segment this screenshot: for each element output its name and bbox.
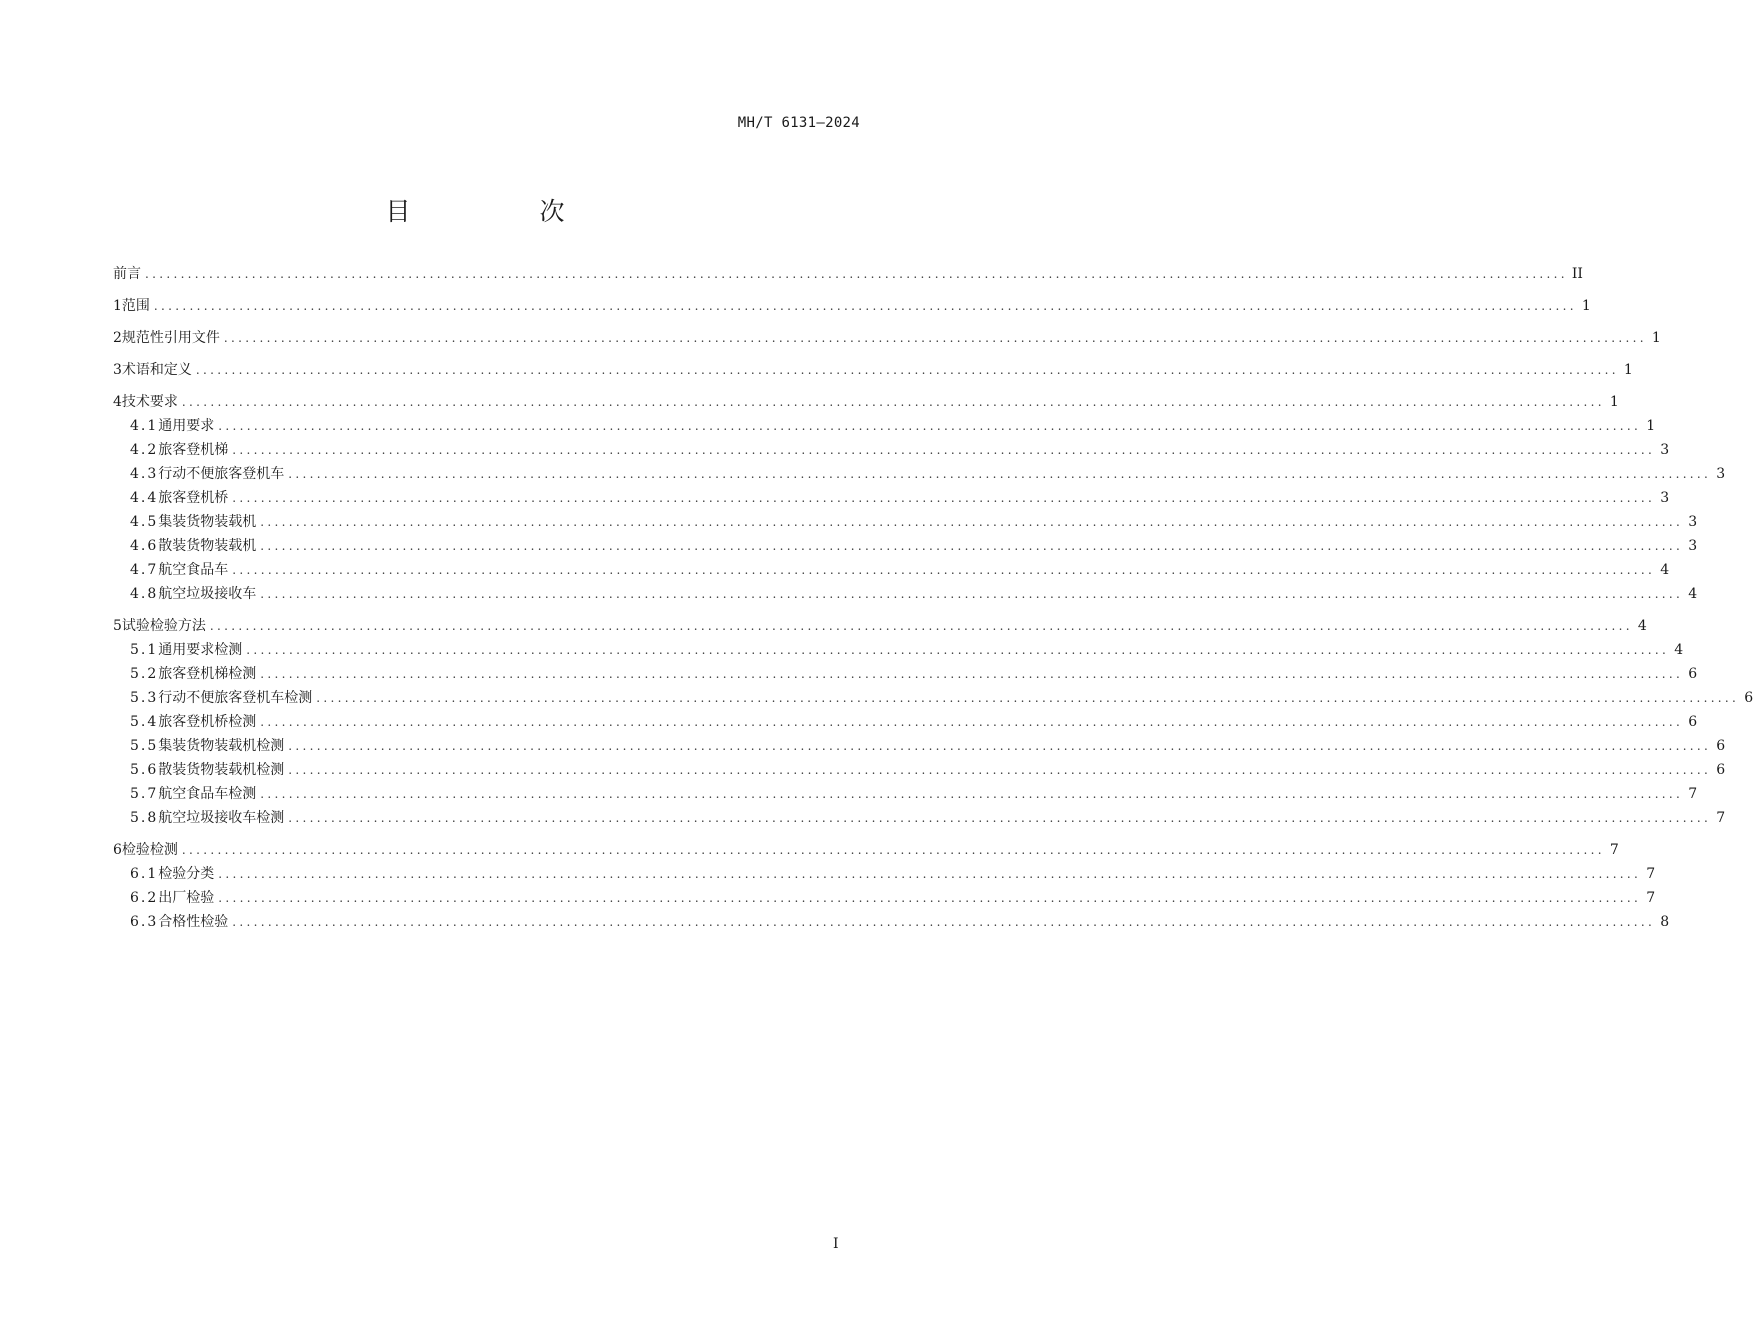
toc-entry-label: 旅客登机桥: [158, 490, 229, 506]
toc-entry[interactable]: [113, 616, 1647, 640]
toc-entry-label: 旅客登机桥检测: [158, 714, 257, 730]
dot-leader: ........................................................................................................................................................................................................: [218, 867, 1642, 881]
toc-entry-page: 1: [1623, 362, 1633, 378]
toc-entry[interactable]: [113, 560, 1670, 584]
toc-entry-label: 旅客登机梯检测: [158, 666, 257, 682]
toc-entry-page: 7: [1716, 810, 1726, 826]
toc-entry[interactable]: [113, 360, 1633, 384]
toc-entry-label: 航空垃圾接收车检测: [158, 810, 285, 826]
toc-entry-page: 6: [1688, 714, 1698, 730]
toc-entry-number: 5.6: [130, 762, 159, 778]
toc-entry[interactable]: [113, 328, 1661, 352]
toc-entry-label: 合格性检验: [158, 914, 229, 930]
toc-entry-page: 1: [1581, 298, 1591, 314]
toc-entry[interactable]: [113, 864, 1656, 888]
dot-leader: ........................................................................................................................................................................................................: [209, 619, 1633, 633]
toc-entry-number: 4.8: [130, 586, 159, 602]
toc-entry-number: 5.8: [130, 810, 159, 826]
toc-entry-number: 5.3: [130, 690, 159, 706]
toc-entry-page: 7: [1688, 786, 1698, 802]
toc-entry[interactable]: [113, 512, 1698, 536]
toc-entry-label: 散装货物装载机检测: [158, 762, 285, 778]
dot-leader: ........................................................................................................................................................................................................: [145, 267, 1568, 281]
toc-entry-number: 5.2: [130, 666, 159, 682]
toc-entry-page: 4: [1660, 562, 1670, 578]
table-of-contents: [113, 264, 1753, 936]
toc-entry-label: 检验检测: [121, 842, 178, 858]
toc-entry-label: 行动不便旅客登机车: [158, 466, 285, 482]
toc-entry-number: 1: [113, 298, 122, 314]
dot-leader: ........................................................................................................................................................................................................: [260, 667, 1684, 681]
toc-entry-label: 出厂检验: [158, 890, 215, 906]
toc-entry-label: 技术要求: [121, 394, 178, 410]
toc-entry-label: 集装货物装载机检测: [158, 738, 285, 754]
toc-entry-page: 3: [1716, 466, 1726, 482]
toc-entry-page: 3: [1660, 490, 1670, 506]
toc-entry-number: 6: [113, 842, 122, 858]
toc-entry[interactable]: [113, 688, 1753, 712]
toc-entry-page: 8: [1660, 914, 1670, 930]
toc-entry[interactable]: [113, 640, 1684, 664]
toc-entry-page: 6: [1688, 666, 1698, 682]
toc-entry[interactable]: [113, 488, 1670, 512]
dot-leader: ........................................................................................................................................................................................................: [232, 563, 1656, 577]
dot-leader: ........................................................................................................................................................................................................: [232, 491, 1656, 505]
toc-entry[interactable]: [113, 784, 1698, 808]
toc-entry[interactable]: [113, 840, 1619, 864]
page-title: 目 次: [385, 197, 617, 226]
toc-entry-page: 1: [1651, 330, 1661, 346]
toc-entry-number: 4.2: [130, 442, 159, 458]
toc-entry-number: 4.3: [130, 466, 159, 482]
toc-entry-label: 旅客登机梯: [158, 442, 229, 458]
dot-leader: ........................................................................................................................................................................................................: [232, 915, 1656, 929]
toc-entry-page: 1: [1646, 418, 1656, 434]
toc-entry[interactable]: [113, 536, 1698, 560]
toc-entry-number: 4: [113, 394, 122, 410]
toc-entry-label: 航空食品车检测: [158, 786, 257, 802]
toc-entry-page: 6: [1716, 762, 1726, 778]
standard-code: MH/T 6131—2024: [737, 115, 860, 131]
dot-leader: ........................................................................................................................................................................................................: [181, 843, 1605, 857]
dot-leader: ........................................................................................................................................................................................................: [260, 515, 1684, 529]
dot-leader: ........................................................................................................................................................................................................: [153, 299, 1577, 313]
dot-leader: ........................................................................................................................................................................................................: [288, 739, 1712, 753]
toc-entry-label: 集装货物装载机: [158, 514, 257, 530]
dot-leader: ........................................................................................................................................................................................................: [223, 331, 1647, 345]
toc-entry[interactable]: [113, 664, 1698, 688]
toc-entry-page: 3: [1688, 538, 1698, 554]
toc-entry[interactable]: [113, 416, 1656, 440]
toc-entry-label: 规范性引用文件: [121, 330, 220, 346]
toc-entry-page: 7: [1609, 842, 1619, 858]
toc-entry-label: 行动不便旅客登机车检测: [158, 690, 313, 706]
dot-leader: ........................................................................................................................................................................................................: [181, 395, 1605, 409]
toc-entry-number: 4.7: [130, 562, 159, 578]
toc-entry[interactable]: [113, 760, 1726, 784]
toc-entry-label: 通用要求: [158, 418, 215, 434]
toc-entry-label: 航空垃圾接收车: [158, 586, 257, 602]
toc-entry-number: 4.4: [130, 490, 159, 506]
dot-leader: ........................................................................................................................................................................................................: [218, 419, 1642, 433]
toc-entry-number: 5.1: [130, 642, 159, 658]
toc-entry-page: 1: [1609, 394, 1619, 410]
toc-entry[interactable]: [113, 264, 1583, 288]
toc-entry-number: 6.2: [130, 890, 159, 906]
toc-entry-label: 试验检验方法: [121, 618, 206, 634]
toc-entry[interactable]: [113, 464, 1726, 488]
page-folio: I: [833, 1236, 839, 1252]
toc-entry-label: 通用要求检测: [158, 642, 243, 658]
toc-entry[interactable]: [113, 888, 1656, 912]
toc-entry-label: 术语和定义: [121, 362, 192, 378]
toc-entry-number: 3: [113, 362, 122, 378]
dot-leader: ........................................................................................................................................................................................................: [218, 891, 1642, 905]
toc-entry-number: 4.6: [130, 538, 159, 554]
toc-entry-number: 2: [113, 330, 122, 346]
toc-entry-label: 前言: [113, 266, 141, 282]
toc-entry[interactable]: [113, 440, 1670, 464]
toc-entry-page: 3: [1688, 514, 1698, 530]
toc-entry-page: 7: [1646, 890, 1656, 906]
dot-leader: ........................................................................................................................................................................................................: [288, 811, 1712, 825]
toc-entry-number: 4.5: [130, 514, 159, 530]
toc-entry-page: 7: [1646, 866, 1656, 882]
dot-leader: ........................................................................................................................................................................................................: [316, 691, 1740, 705]
toc-entry-page: 6: [1744, 690, 1753, 706]
toc-entry-label: 散装货物装载机: [158, 538, 257, 554]
toc-entry-page: 6: [1716, 738, 1726, 754]
toc-entry-page: 4: [1637, 618, 1647, 634]
dot-leader: ........................................................................................................................................................................................................: [288, 763, 1712, 777]
toc-entry[interactable]: [113, 808, 1726, 832]
toc-entry[interactable]: [113, 584, 1698, 608]
toc-entry-number: 5.5: [130, 738, 159, 754]
toc-entry-page: 4: [1688, 586, 1698, 602]
toc-entry-number: 5.4: [130, 714, 159, 730]
toc-entry-label: 范围: [121, 298, 150, 314]
toc-entry-page: II: [1571, 266, 1583, 282]
toc-entry[interactable]: [113, 392, 1619, 416]
dot-leader: ........................................................................................................................................................................................................: [232, 443, 1656, 457]
dot-leader: ........................................................................................................................................................................................................: [195, 363, 1619, 377]
dot-leader: ........................................................................................................................................................................................................: [260, 587, 1684, 601]
toc-entry[interactable]: [113, 296, 1591, 320]
toc-entry-label: 航空食品车: [158, 562, 229, 578]
toc-entry[interactable]: [113, 912, 1670, 936]
toc-entry-number: 5: [113, 618, 122, 634]
dot-leader: ........................................................................................................................................................................................................: [246, 643, 1670, 657]
toc-entry-page: 4: [1674, 642, 1684, 658]
toc-entry-number: 5.7: [130, 786, 159, 802]
toc-entry[interactable]: [113, 712, 1698, 736]
dot-leader: ........................................................................................................................................................................................................: [288, 467, 1712, 481]
toc-entry-number: 6.3: [130, 914, 159, 930]
toc-entry-number: 4.1: [130, 418, 159, 434]
dot-leader: ........................................................................................................................................................................................................: [260, 715, 1684, 729]
toc-entry-page: 3: [1660, 442, 1670, 458]
toc-entry[interactable]: [113, 736, 1726, 760]
dot-leader: ........................................................................................................................................................................................................: [260, 539, 1684, 553]
toc-entry-number: 6.1: [130, 866, 159, 882]
toc-entry-label: 检验分类: [158, 866, 215, 882]
dot-leader: ........................................................................................................................................................................................................: [260, 787, 1684, 801]
